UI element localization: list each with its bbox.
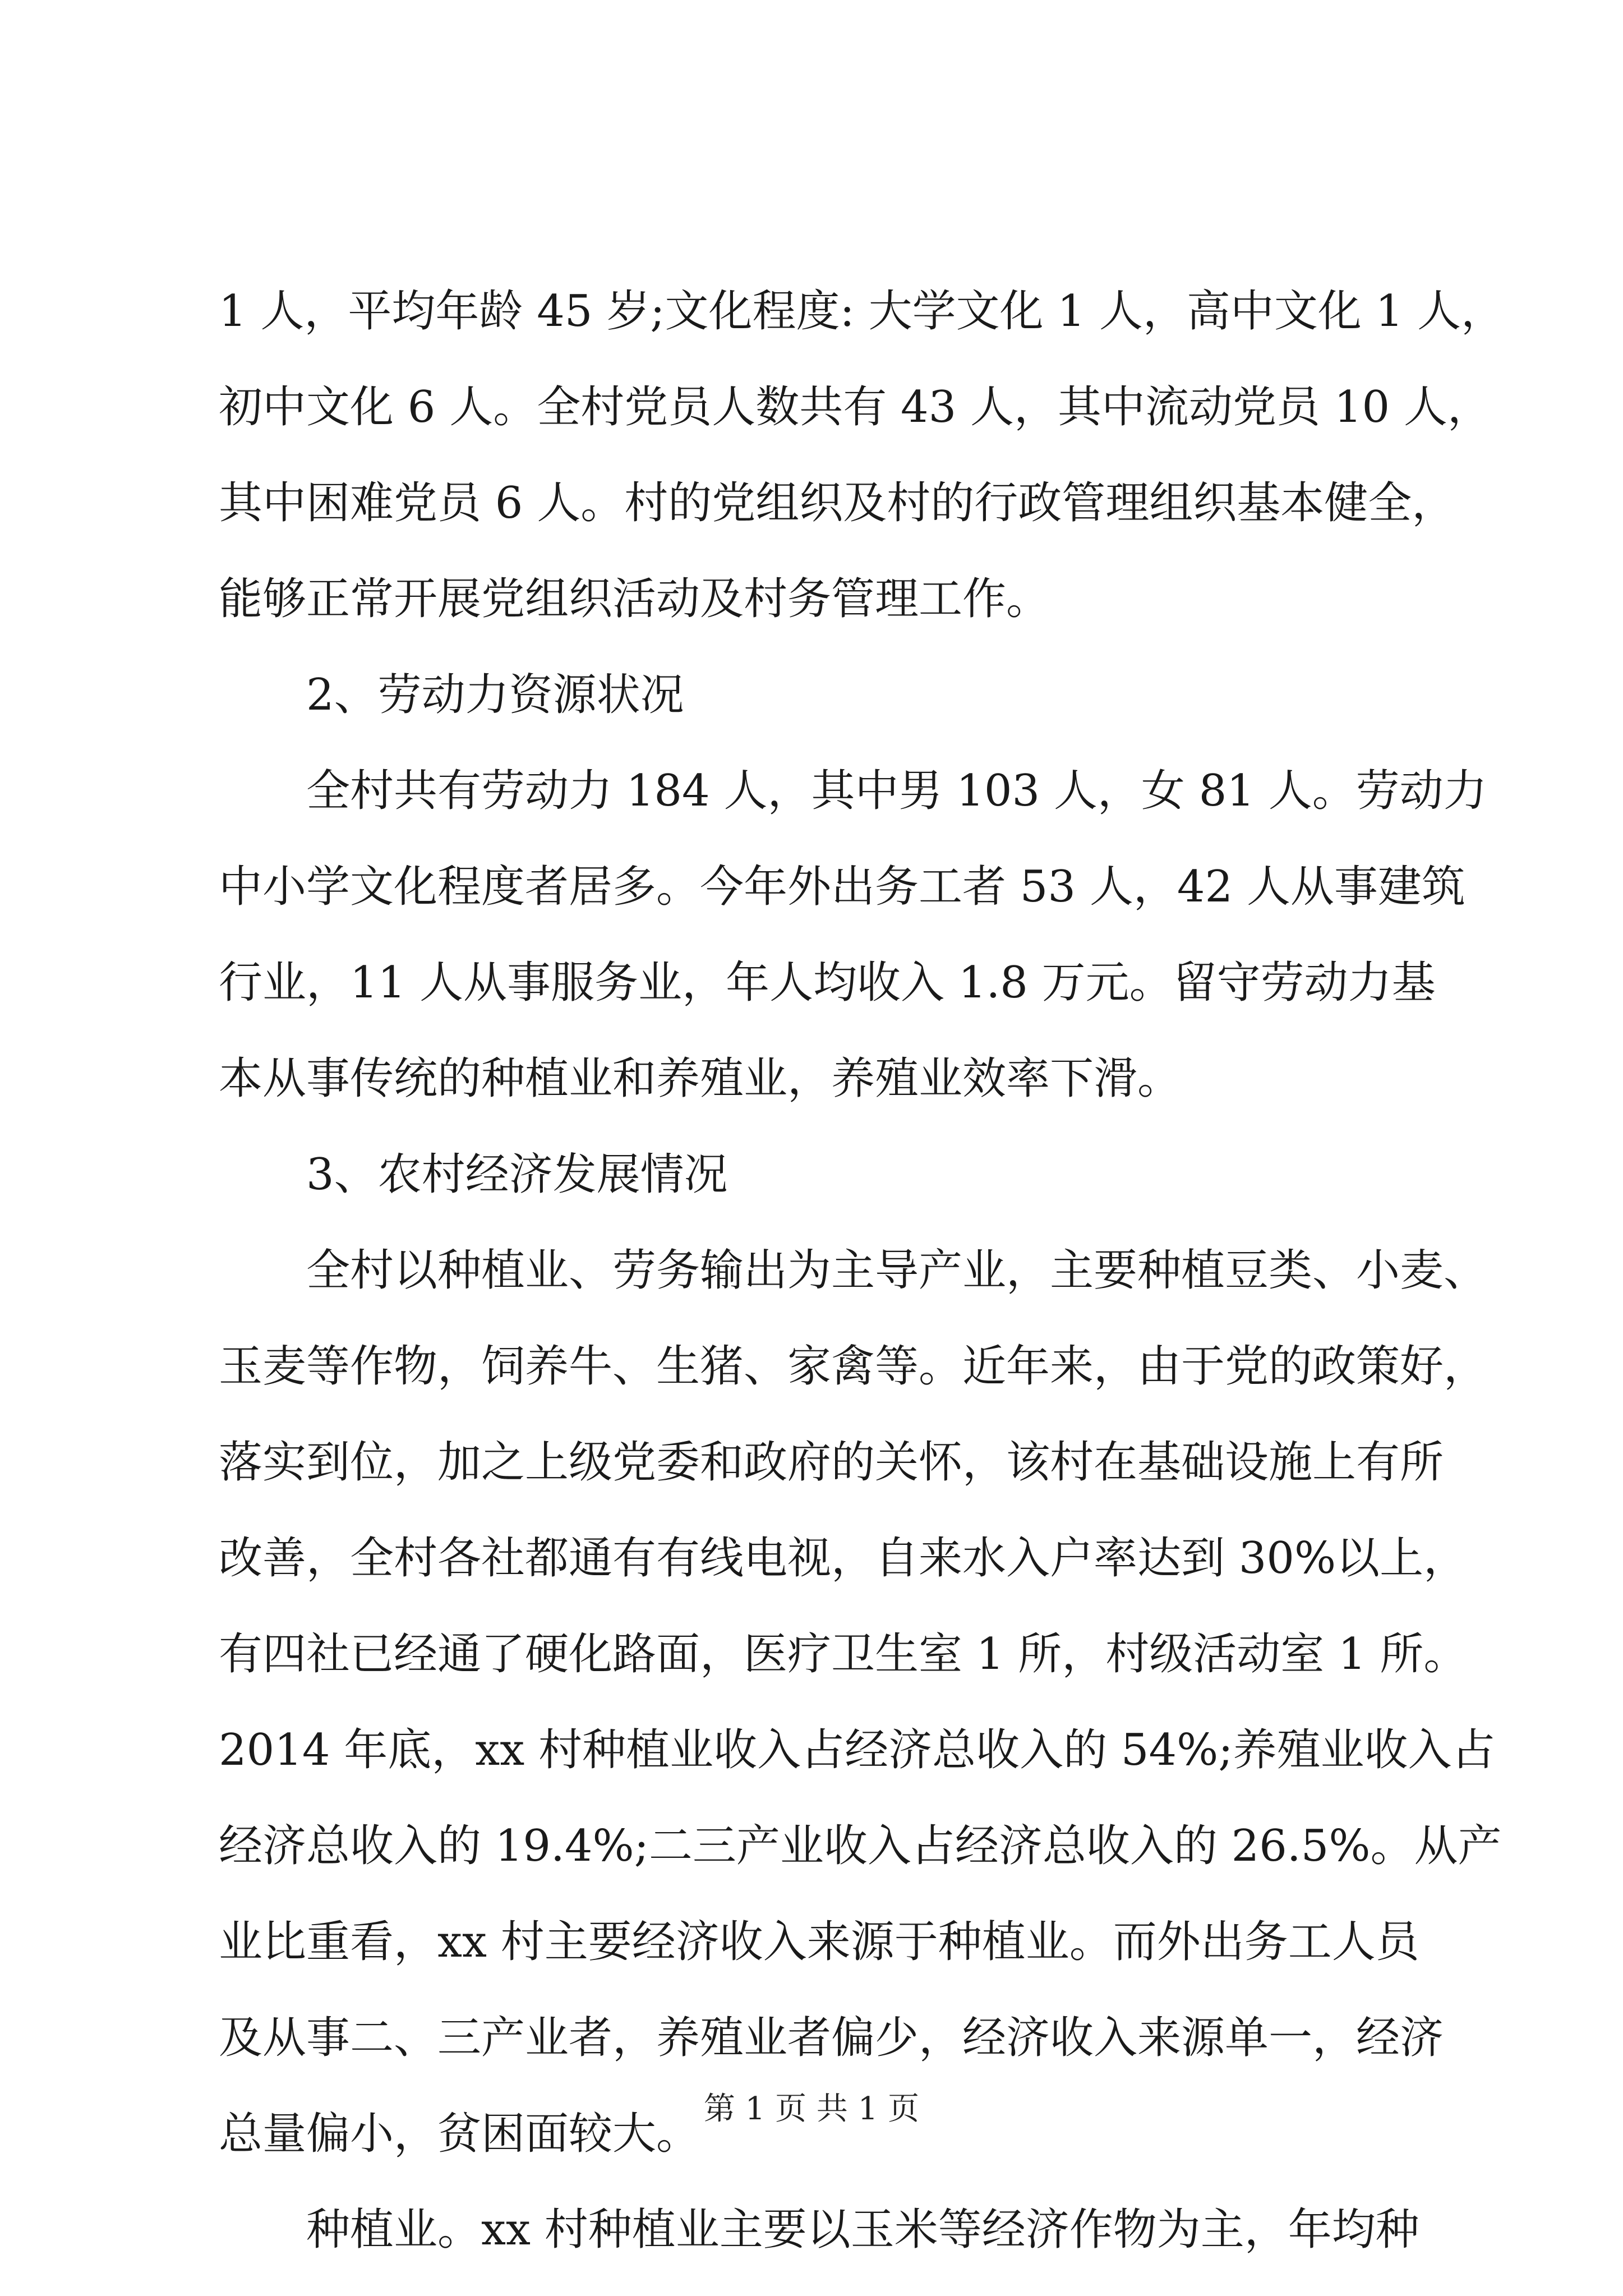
- text-line: 全村以种植业、劳务输出为主导产业，主要种植豆类、小麦、: [306, 1245, 1488, 1296]
- text-line: 业比重看，xx 村主要经济收入来源于种植业。而外出务工人员: [219, 1917, 1419, 1967]
- document-body: [219, 264, 1505, 2278]
- text-line: 中小学文化程度者居多。今年外出务工者 53 人，42 人从事建筑: [219, 862, 1465, 912]
- text-line: 初中文化 6 人。全村党员人数共有 43 人，其中流动党员 10 人，: [219, 382, 1491, 432]
- page-footer: 第 1 页 共 1 页: [703, 2091, 920, 2127]
- text-line: 有四社已经通了硬化路面，医疗卫生室 1 所，村级活动室 1 所。: [219, 1629, 1468, 1680]
- text-line: 2014 年底，xx 村种植业收入占经济总收入的 54%;养殖业收入占: [219, 1725, 1496, 1775]
- text-line: 全村共有劳动力 184 人，其中男 103 人，女 81 人。劳动力: [306, 766, 1487, 816]
- text-line: 落实到位，加之上级党委和政府的关怀，该村在基础设施上有所: [219, 1437, 1444, 1488]
- text-line: 能够正常开展党组织活动及村务管理工作。: [219, 574, 1050, 624]
- text-line: 种植业。xx 村种植业主要以玉米等经济作物为主，年均种: [306, 2205, 1419, 2255]
- text-line: 改善，全村各社都通有有线电视，自来水入户率达到 30%以上，: [219, 1533, 1468, 1584]
- text-line: 1 人，平均年龄 45 岁;文化程度: 大学文化 1 人，高中文化 1 人，: [219, 286, 1505, 337]
- text-line: 经济总收入的 19.4%;二三产业收入占经济总收入的 26.5%。从产: [219, 1821, 1502, 1871]
- text-line: 总量偏小，贫困面较大。: [219, 2109, 700, 2159]
- text-line: 其中困难党员 6 人。村的党组织及村的行政管理组织基本健全，: [219, 478, 1456, 528]
- text-line: 及从事二、三产业者，养殖业者偏少，经济收入来源单一，经济: [219, 2013, 1444, 2063]
- section-heading: 3、农村经济发展情况: [306, 1149, 728, 1200]
- text-line: 行业，11 人从事服务业，年人均收入 1.8 万元。留守劳动力基: [219, 958, 1436, 1008]
- text-line: 本从事传统的种植业和养殖业，养殖业效率下滑。: [219, 1053, 1182, 1104]
- section-heading: 2、劳动力资源状况: [306, 670, 684, 720]
- text-line: 玉麦等作物，饲养牛、生猪、家禽等。近年来，由于党的政策好，: [219, 1341, 1488, 1392]
